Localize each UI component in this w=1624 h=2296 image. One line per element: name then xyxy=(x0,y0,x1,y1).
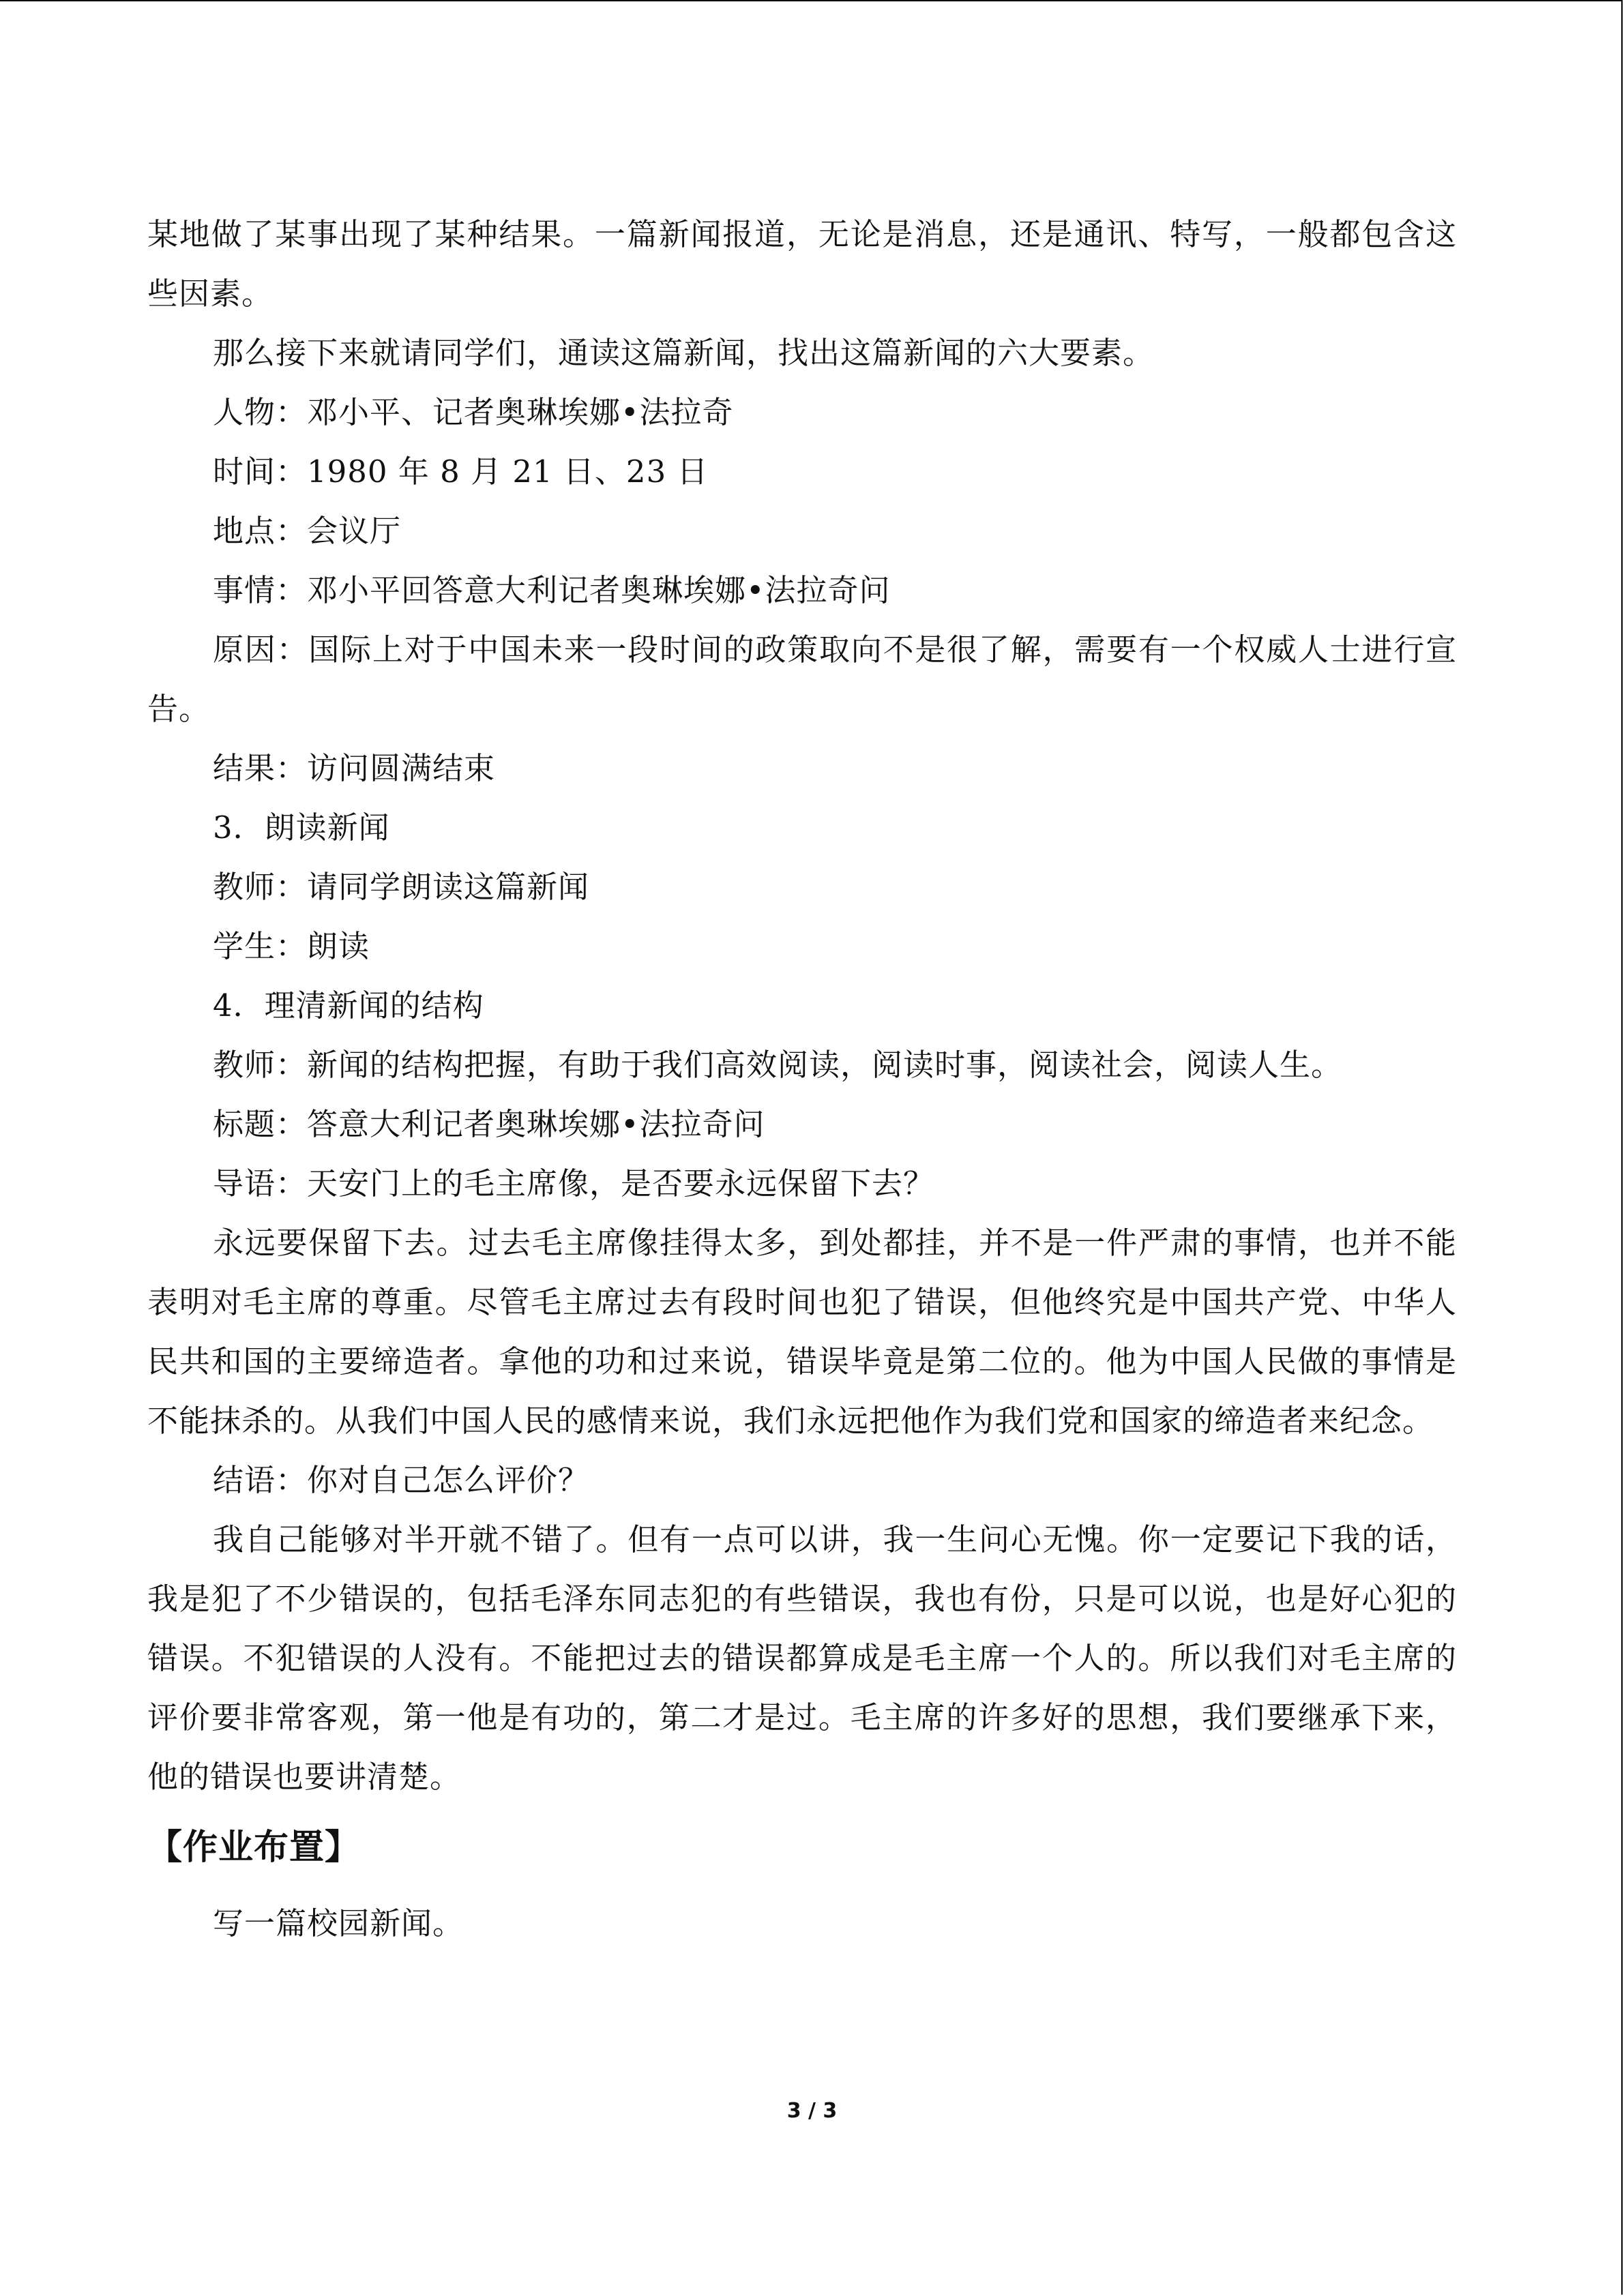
paragraph: 3．朗读新闻 xyxy=(213,809,390,846)
page-number: 3 / 3 xyxy=(786,2099,838,2123)
paragraph: 某地做了某事出现了某种结果。一篇新闻报道，无论是消息，还是通讯、特写，一般都包含这些因素。 xyxy=(147,216,1457,312)
paragraph: 结语：你对自己怎么评价？ xyxy=(213,1462,590,1498)
paragraph: 事情：邓小平回答意大利记者奥琳埃娜•法拉奇问 xyxy=(213,572,891,608)
paragraph-list xyxy=(147,205,1457,1806)
paragraph: 教师：请同学朗读这篇新闻 xyxy=(213,869,590,905)
paragraph: 那么接下来就请同学们，通读这篇新闻，找出这篇新闻的六大要素。 xyxy=(213,335,1155,371)
paragraph: 时间：1980 年 8 月 21 日、23 日 xyxy=(213,453,709,490)
paragraph: 我自己能够对半开就不错了。但有一点可以讲，我一生问心无愧。你一定要记下我的话，我是犯了不少错误的，包括毛泽东同志犯的有些错误，我也有份，只是可以说，也是好心犯的错误。不犯错误的人没有。不能把过去的错误都算成是毛主席一个人的。所以我们对毛主席的评价要非常客观，第一他是有功的，第二才是过。毛主席的许多好的思想，我们要继承下来，他的错误也要讲清楚。 xyxy=(147,1521,1457,1795)
paragraph: 学生：朗读 xyxy=(213,928,370,964)
document-body xyxy=(147,205,1457,1953)
paragraph: 4．理清新闻的结构 xyxy=(213,987,484,1024)
paragraph: 永远要保留下去。过去毛主席像挂得太多，到处都挂，并不是一件严肃的事情，也并不能表明对毛主席的尊重。尽管毛主席过去有段时间也犯了错误，但他终究是中国共产党、中华人民共和国的主要缔造者。拿他的功和过来说，错误毕竟是第二位的。他为中国人民做的事情是不能抹杀的。从我们中国人民的感情来说，我们永远把他作为我们党和国家的缔造者来纪念。 xyxy=(147,1225,1457,1439)
paragraph: 地点：会议厅 xyxy=(213,513,402,549)
section-heading-homework: 【作业布置】 xyxy=(147,1828,361,1868)
homework-paragraph: 写一篇校园新闻。 xyxy=(213,1905,464,1941)
paragraph: 人物：邓小平、记者奥琳埃娜•法拉奇 xyxy=(213,394,734,430)
paragraph: 原因：国际上对于中国未来一段时间的政策取向不是很了解，需要有一个权威人士进行宣告。 xyxy=(147,631,1457,727)
paragraph: 导语：天安门上的毛主席像，是否要永远保留下去？ xyxy=(213,1165,935,1202)
paragraph: 结果：访问圆满结束 xyxy=(213,750,496,786)
paragraph: 标题：答意大利记者奥琳埃娜•法拉奇问 xyxy=(213,1106,765,1142)
paragraph: 教师：新闻的结构把握，有助于我们高效阅读，阅读时事，阅读社会，阅读人生。 xyxy=(213,1047,1343,1083)
